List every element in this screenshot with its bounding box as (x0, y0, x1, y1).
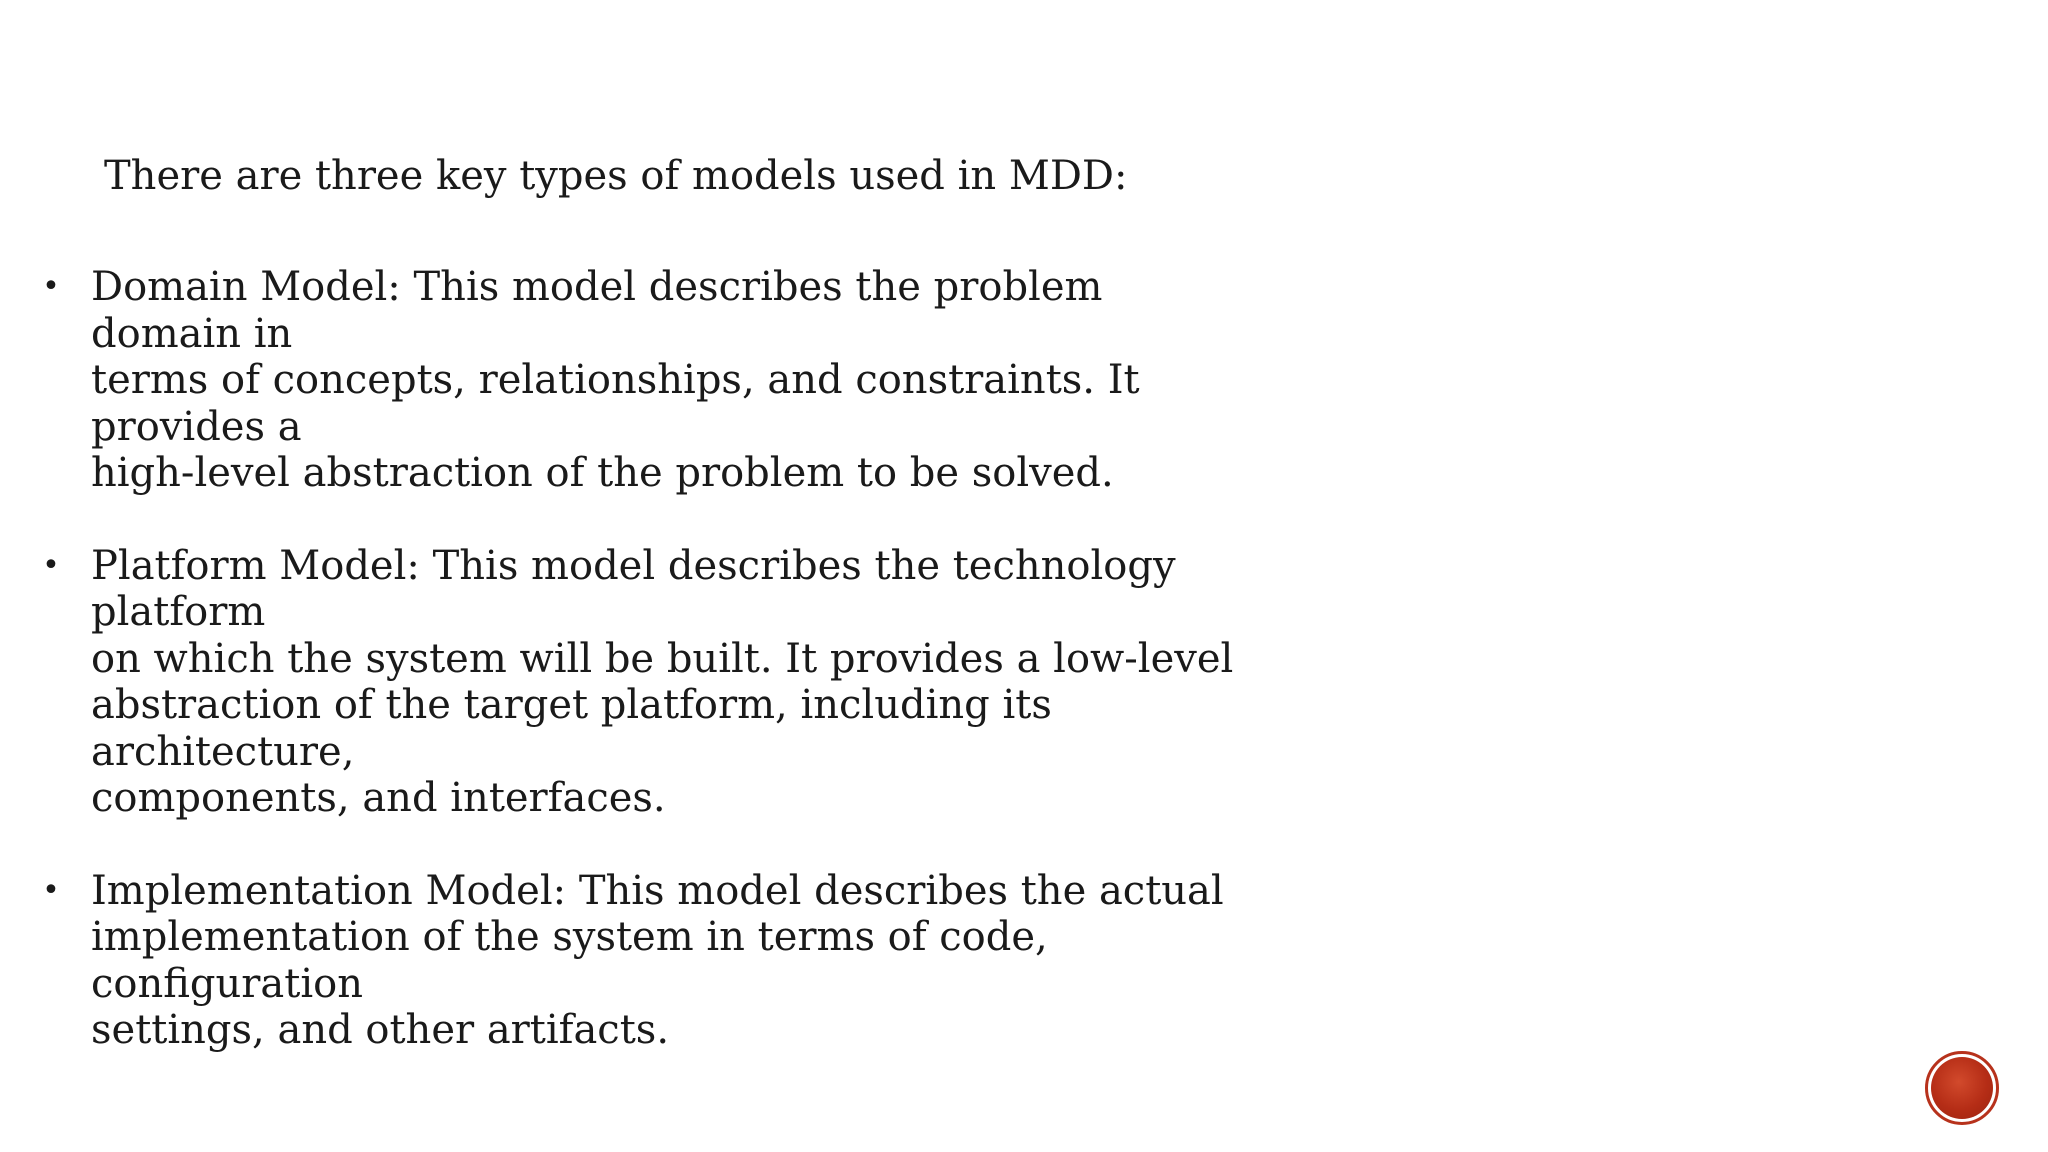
bullet-list (40, 264, 1240, 1100)
bullet-line: settings, and other artifacts. (91, 1007, 670, 1053)
bullet-text (91, 868, 1240, 1054)
slide-intro: There are three key types of models used in MDD: (104, 153, 1128, 199)
bullet-line: implementation of the system in terms of code, configuration (91, 914, 1048, 1007)
slide-nav-button[interactable] (1925, 1051, 1999, 1125)
bullet-line: Implementation Model: This model describes the actual (91, 867, 1224, 914)
bullet-icon: • (42, 269, 60, 304)
bullet-line: on which the system will be built. It provides a low-level (91, 635, 1234, 682)
bullet-domain-model (40, 264, 1240, 497)
bullet-icon: • (42, 872, 60, 908)
red-circle-nav-icon (1931, 1057, 1993, 1119)
bullet-line: abstraction of the target platform, including its architecture, (91, 682, 1052, 775)
bullet-line: components, and interfaces. (91, 775, 666, 821)
bullet-line: Platform Model: This model describes the technology platform (91, 542, 1176, 635)
bullet-icon: • (42, 547, 60, 583)
bullet-line: Domain Model: This model describes the problem domain in (91, 264, 1103, 357)
bullet-text (91, 264, 1240, 497)
bullet-implementation-model (40, 868, 1240, 1054)
bullet-platform-model (40, 543, 1240, 822)
bullet-line: high-level abstraction of the problem to be solved. (91, 450, 1114, 496)
bullet-line: terms of concepts, relationships, and constraints. It provides a (91, 357, 1140, 450)
bullet-text (91, 543, 1240, 822)
